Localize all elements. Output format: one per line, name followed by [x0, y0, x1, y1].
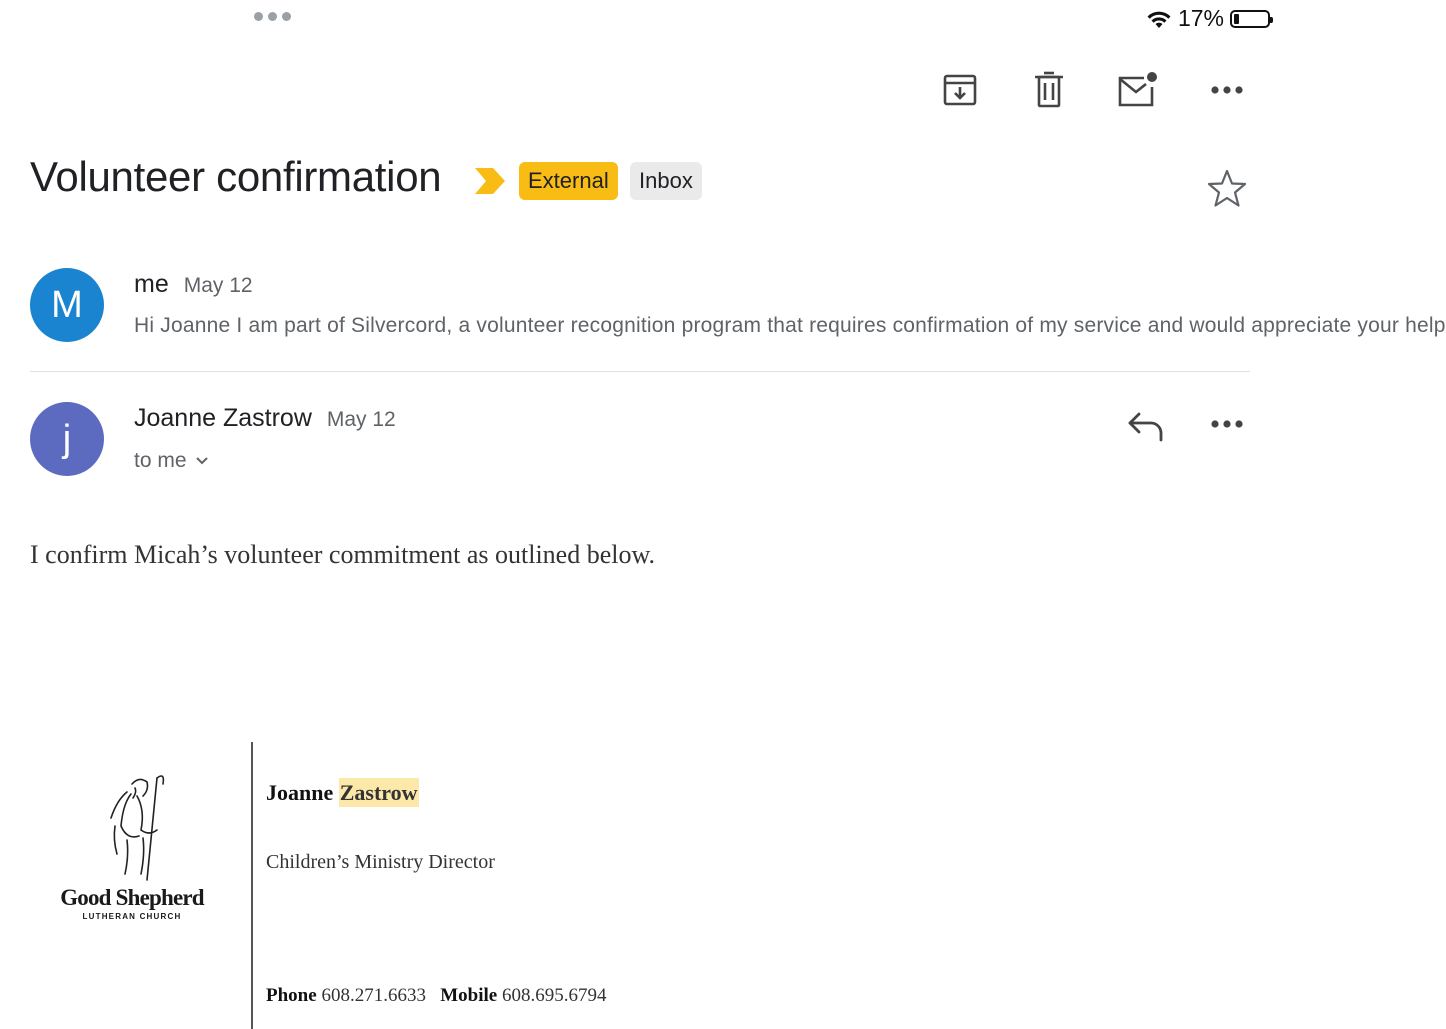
star-icon[interactable]: [1207, 169, 1247, 207]
more-options-button[interactable]: [1203, 66, 1251, 114]
message-snippet[interactable]: Hi Joanne I am part of Silvercord, a volunteer recognition program that requires confirmation of my service and would appreciate your help: [134, 314, 1446, 337]
avatar-joanne[interactable]: j: [30, 402, 104, 476]
sender-name: me: [134, 270, 169, 298]
mobile-label: Mobile: [440, 985, 498, 1006]
archive-icon: [942, 72, 978, 108]
more-horizontal-icon: [1211, 420, 1243, 428]
mark-unread-icon: [1117, 71, 1159, 109]
delete-button[interactable]: [1025, 66, 1073, 114]
message-header-joanne: [134, 404, 396, 433]
church-logo: [52, 770, 212, 921]
signature-contact: [266, 985, 606, 1007]
message-body: I confirm Micah’s volunteer commitment as outlined below.: [30, 540, 656, 569]
wifi-icon: [1146, 9, 1172, 29]
label-inbox[interactable]: Inbox: [630, 162, 702, 200]
archive-button[interactable]: [936, 66, 984, 114]
phone-label: Phone: [266, 985, 317, 1006]
reply-button[interactable]: [1122, 402, 1170, 450]
multitasking-dots[interactable]: [254, 12, 291, 21]
mobile-number[interactable]: 608.695.6794: [501, 985, 607, 1006]
recipient-text: to me: [134, 449, 187, 472]
sender-name: Joanne Zastrow: [134, 404, 312, 432]
shepherd-illustration: [87, 770, 177, 880]
reply-icon: [1127, 410, 1165, 442]
message-header-me[interactable]: [134, 270, 253, 299]
chevron-down-icon: [195, 456, 209, 466]
signature-divider: [251, 742, 253, 1029]
message-date: May 12: [183, 274, 253, 297]
importance-marker-icon[interactable]: [473, 166, 507, 196]
battery-level: [1234, 14, 1239, 24]
message-more-button[interactable]: [1203, 400, 1251, 448]
avatar-me[interactable]: M: [30, 268, 104, 342]
label-external[interactable]: External: [519, 162, 618, 200]
email-subject: Volunteer confirmation: [30, 153, 442, 200]
logo-name: Good Shepherd: [60, 885, 204, 910]
status-bar-right: [1146, 5, 1270, 32]
signature-title: Children’s Ministry Director: [266, 851, 495, 873]
recipient-details-toggle[interactable]: [134, 449, 209, 473]
message-divider: [30, 371, 1250, 372]
message-date: May 12: [326, 408, 396, 431]
mark-unread-button[interactable]: [1114, 66, 1162, 114]
signature-name: [266, 780, 419, 806]
signature-first-name: Joanne: [266, 780, 334, 805]
battery-icon: [1230, 10, 1270, 28]
logo-subtitle: LUTHERAN CHURCH: [82, 912, 182, 921]
trash-icon: [1031, 71, 1067, 109]
battery-percent: 17%: [1177, 5, 1224, 31]
more-horizontal-icon: [1211, 86, 1243, 94]
phone-number[interactable]: 608.271.6633: [321, 985, 426, 1006]
signature-last-name: Zastrow: [339, 780, 418, 805]
